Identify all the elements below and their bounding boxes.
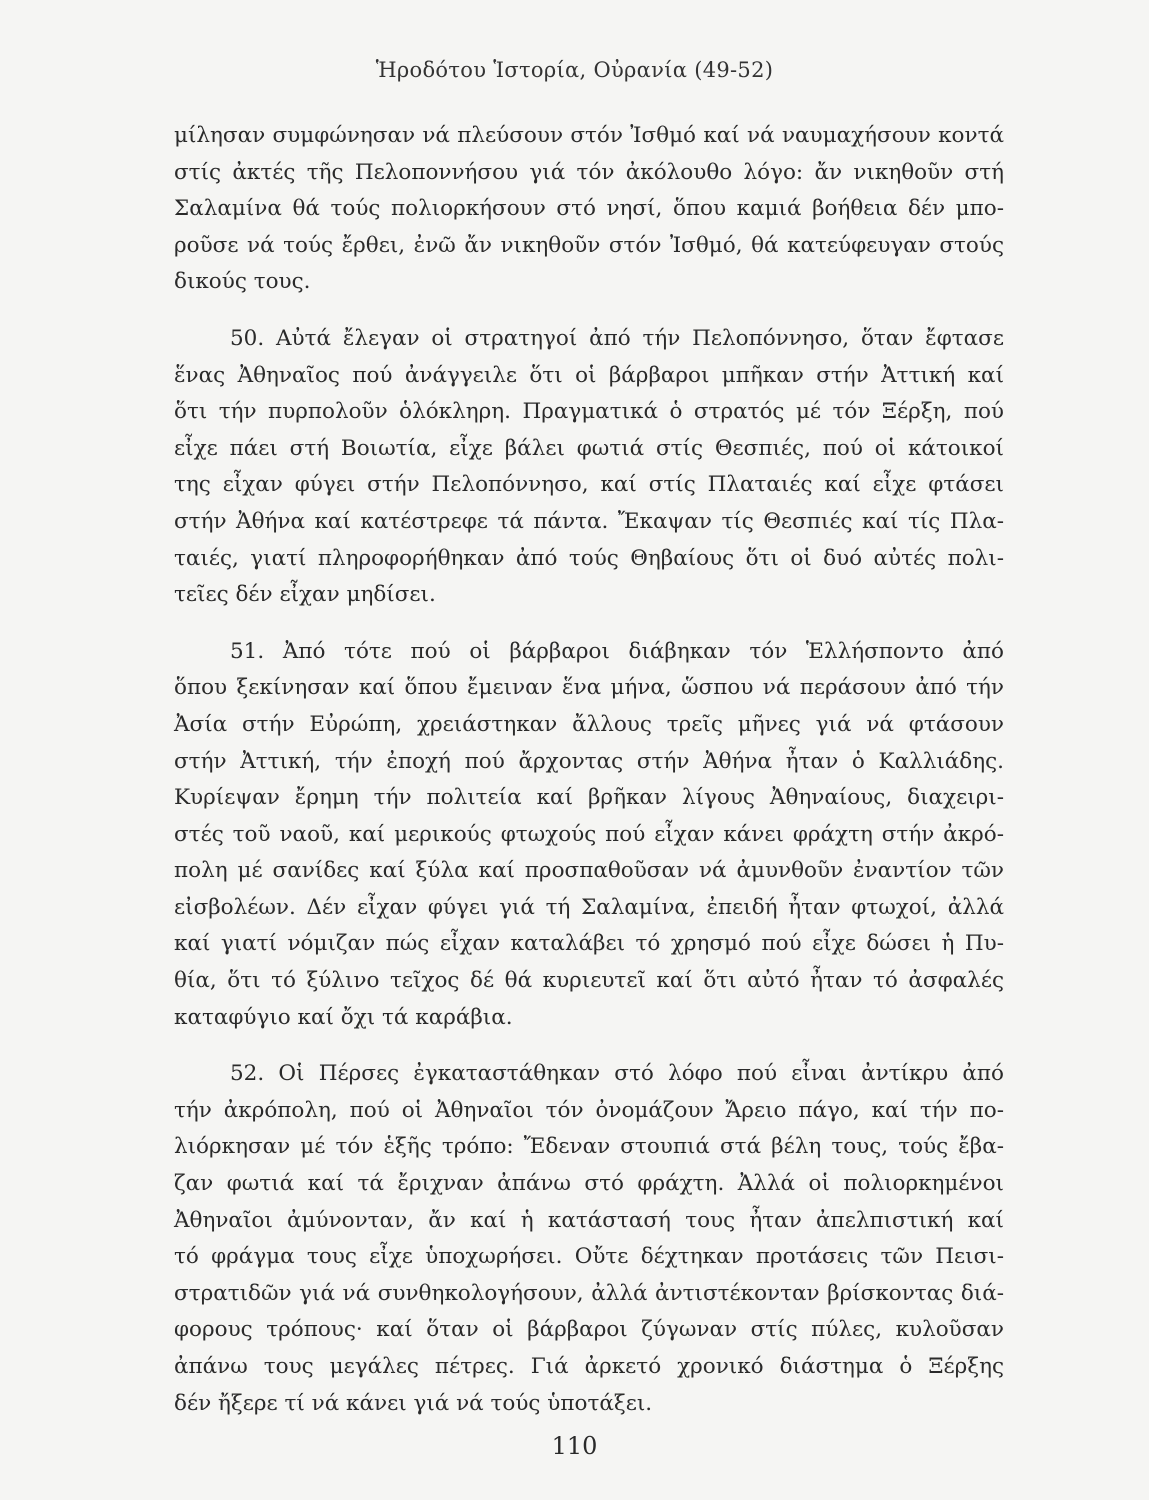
text-line: ἀπάνω τους μεγάλες πέτρες. Γιά ἀρκετό χρονικό διάστημα ὁ Ξέρξης — [174, 1354, 1004, 1379]
text-line: Ἀθηναῖοι ἀμύνονταν, ἄν καί ἡ κατάστασή τους ἦταν ἀπελπιστική καί — [174, 1207, 1004, 1233]
text-line: ἕνας Ἀθηναῖος πού ἀνάγγειλε ὅτι οἱ βάρβαροι μπῆκαν στήν Ἀττική καί — [174, 362, 1004, 388]
text-line: δικούς τους. — [174, 269, 311, 295]
paragraph-49-continuation — [174, 118, 1004, 301]
text-line: ταιές, γιατί πληροφορήθηκαν ἀπό τούς Θηβαίους ὅτι οἱ δυό αὐτές πολι- — [174, 545, 1004, 571]
text-line: Κυρίεψαν ἔρημη τήν πολιτεία καί βρῆκαν λίγους Ἀθηναίους, διαχειρι- — [174, 785, 1004, 811]
text-line: φορους τρόπους· καί ὅταν οἱ βάρβαροι ζύγωναν στίς πύλες, κυλοῦσαν — [174, 1317, 1004, 1343]
text-line: εἶχε πάει στή Βοιωτία, εἶχε βάλει φωτιά στίς Θεσπιές, πού οἱ κάτοικοί — [174, 435, 1004, 461]
text-line: στές τοῦ ναοῦ, καί μερικούς φτωχούς πού εἶχαν κάνει φράχτη στήν ἀκρό- — [174, 821, 1004, 847]
text-line: δέν ἤξερε τί νά κάνει γιά νά τούς ὑποτάξει. — [174, 1390, 653, 1416]
running-header: Ἡροδότου Ἱστορία, Οὐρανία (49-52) — [375, 58, 774, 82]
text-line: θία, ὅτι τό ξύλινο τεῖχος δέ θά κυριευτεῖ καί ὅτι αὐτό ἦταν τό ἀσφαλές — [174, 968, 1004, 994]
paragraph-51 — [174, 634, 1004, 1037]
text-line: Σαλαμίνα θά τούς πολιορκήσουν στό νησί, ὅπου καμιά βοήθεια δέν μπο- — [174, 196, 1004, 222]
text-line: στήν Ἀττική, τήν ἐποχή πού ἄρχοντας στήν Ἀθήνα ἦταν ὁ Καλλιάδης. — [174, 748, 1004, 774]
body-text — [174, 118, 1004, 1422]
text-line: ὅτι τήν πυρπολοῦν ὁλόκληρη. Πραγματικά ὁ στρατός μέ τόν Ξέρξη, πού — [174, 399, 1004, 425]
paragraph-50 — [174, 321, 1004, 614]
text-line: της εἶχαν φύγει στήν Πελοπόννησο, καί στίς Πλαταιές καί εἶχε φτάσει — [174, 472, 1004, 498]
text-line: καί γιατί νόμιζαν πώς εἶχαν καταλάβει τό χρησμό πού εἶχε δώσει ἡ Πυ- — [174, 931, 1004, 957]
text-line: καταφύγιο καί ὄχι τά καράβια. — [174, 1004, 513, 1030]
text-line: Ἀσία στήν Εὐρώπη, χρειάστηκαν ἄλλους τρεῖς μῆνες γιά νά φτάσουν — [174, 711, 1004, 737]
text-line: λιόρκησαν μέ τόν ἑξῆς τρόπο: Ἔδεναν στουπιά στά βέλη τους, τούς ἔβα- — [174, 1134, 1004, 1160]
text-line: 51. Ἀπό τότε πού οἱ βάρβαροι διάβηκαν τόν Ἑλλήσποντο ἀπό — [230, 638, 1004, 664]
text-line: ὅπου ξεκίνησαν καί ὅπου ἔμειναν ἕνα μήνα, ὥσπου νά περάσουν ἀπό τήν — [174, 675, 1004, 701]
text-line: τό φράγμα τους εἶχε ὑποχωρήσει. Οὔτε δέχτηκαν προτάσεις τῶν Πεισι- — [174, 1244, 1004, 1270]
text-line: ζαν φωτιά καί τά ἔριχναν ἀπάνω στό φράχτη. Ἀλλά οἱ πολιορκημένοι — [174, 1171, 1004, 1197]
text-line: τεῖες δέν εἶχαν μηδίσει. — [174, 582, 436, 608]
text-line: τήν ἀκρόπολη, πού οἱ Ἀθηναῖοι τόν ὀνομάζουν Ἄρειο πάγο, καί τήν πο- — [174, 1097, 1004, 1123]
text-line: εἰσβολέων. Δέν εἶχαν φύγει γιά τή Σαλαμίνα, ἐπειδή ἦταν φτωχοί, ἀλλά — [174, 894, 1004, 920]
paragraph-52 — [174, 1056, 1004, 1422]
text-line: 50. Αὐτά ἔλεγαν οἱ στρατηγοί ἀπό τήν Πελοπόννησο, ὅταν ἔφτασε — [230, 325, 1004, 351]
text-line: 52. Οἱ Πέρσες ἐγκαταστάθηκαν στό λόφο πού εἶναι ἀντίκρυ ἀπό — [230, 1061, 1004, 1087]
text-line: στρατιδῶν γιά νά συνθηκολογήσουν, ἀλλά ἀντιστέκονταν βρίσκοντας διά- — [174, 1280, 1004, 1306]
text-line: στήν Ἀθήνα καί κατέστρεφε τά πάντα. Ἔκαψαν τίς Θεσπιές καί τίς Πλα- — [174, 508, 1004, 534]
text-line: στίς ἀκτές τῆς Πελοποννήσου γιά τόν ἀκόλουθο λόγο: ἄν νικηθοῦν στή — [174, 159, 1004, 185]
page-number: 110 — [551, 1432, 598, 1460]
text-line: πολη μέ σανίδες καί ξύλα καί προσπαθοῦσαν νά ἀμυνθοῦν ἐναντίον τῶν — [174, 858, 1004, 884]
text-line: μίλησαν συμφώνησαν νά πλεύσουν στόν Ἰσθμό καί νά ναυμαχήσουν κοντά — [174, 123, 1004, 148]
text-line: ροῦσε νά τούς ἔρθει, ἐνῶ ἄν νικηθοῦν στόν Ἰσθμό, θά κατεύφευγαν στούς — [174, 232, 1004, 258]
